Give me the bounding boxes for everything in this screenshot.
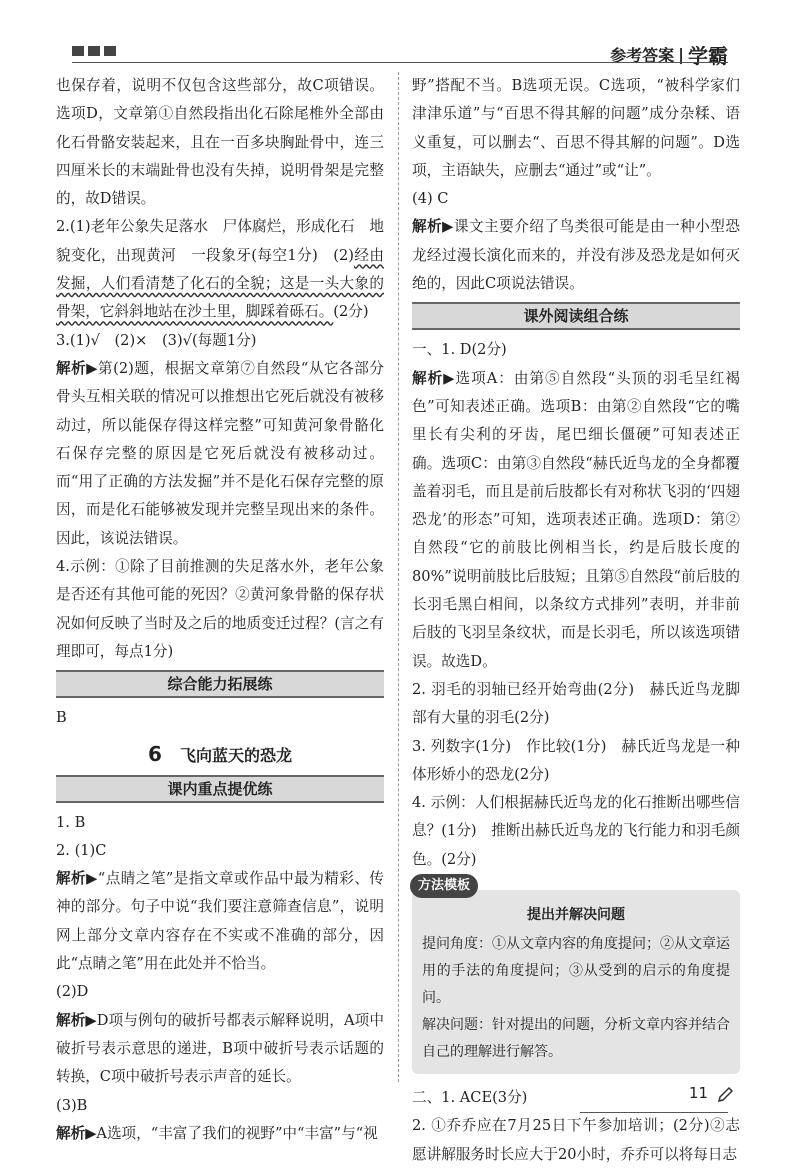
analysis-k2: 解析▶“点睛之笔”是指文章或作品中最为精彩、传神的部分。句子中说“我们要注意筛查信息”，说明网上部分文章内容存在不实或不准确的部分，因此“点睛之笔”用在此处并不恰当。	[56, 870, 384, 973]
analysis-label: 解析▶	[56, 1124, 97, 1142]
lesson-number: 6	[148, 741, 162, 766]
analysis-label: 解析▶	[412, 218, 454, 236]
page-header	[0, 0, 800, 70]
answer-s3: 3. 列数字(1分) 作比较(1分) 赫氏近鸟龙是一种体形娇小的恐龙(2分)	[412, 737, 740, 783]
answer-paragraph: 也保存着，说明不仅包含这些部分，故C项错误。选项D，文章第①自然段指出化石除尾椎外全部由化石骨骼安装起来，且在一百多块胸趾骨中，连三四厘米长的末端趾骨也没有失掉，说明骨架是完整的，故D错误。	[56, 77, 384, 208]
answer-q2: 2.(1)老年公象失足落水 尸体腐烂，形成化石 地貌变化，出现黄河 一段象牙(每空1分) (2)经由发掘，人们看清楚了化石的全貌；这是一头大象的骨架，它斜斜地站在沙土里，脚踩着砾石。(2分)	[56, 218, 384, 321]
header-rule	[72, 62, 728, 63]
header-squares-icon	[72, 46, 116, 56]
answer-q3: 3.(1)√ (2)× (3)√(每题1分)	[56, 331, 257, 349]
method-ask: 提问角度：①从文章内容的角度提问；②从文章运用的手法的角度提问；③从受到的启示的角度提问。	[422, 936, 730, 1007]
wavy-underlined-text: 经由发掘，人们看清楚了化石的全貌；这是一头大象的骨架，它斜斜地站在沙土里，脚踩着砾石。	[56, 246, 384, 321]
answer-k2c: (3)B	[56, 1096, 88, 1114]
header-section-title: 参考答案	[610, 46, 675, 65]
header-separator: |	[678, 45, 684, 64]
answer-k2: 2. (1)C	[56, 841, 107, 859]
analysis-label: 解析▶	[56, 870, 98, 888]
section-band-classroom: 课内重点提优练	[56, 775, 384, 803]
answer-k2b: (2)D	[56, 983, 89, 1001]
analysis-s1: 解析▶选项A：由第⑤自然段“头顶的羽毛呈红褐色”可知表述正确。选项B：由第②自然段“它的嘴里长有尖利的牙齿，尾巴细长僵硬”可知表述正确。选项C：由第③自然段“赫氏近鸟龙的全身都覆盖着羽毛，而且是前后肢都长有对称状飞羽的‘四翅恐龙’的形态”可知，选项表述正确。选项D：第②自然段“它的前肢比例相当长，约是后肢长度的80%”说明前肢比后肢短；且第⑤自然段“前后肢的长羽毛黑白相间，以条纹方式排列”表明，并非前后肢的飞羽呈条纹状，而是长羽毛，所以该选项错误。故选D。	[412, 369, 740, 670]
analysis-q4c: 解析▶课文主要介绍了鸟类很可能是由一种小型恐龙经过漫长演化而来的，并没有涉及恐龙是如何灭绝的，因此C项说法错误。	[412, 218, 740, 293]
left-column	[56, 72, 384, 1148]
page-footer	[0, 1080, 800, 1130]
answer-s1: 一、1. D(2分)	[412, 341, 507, 359]
answer-k1: 1. B	[56, 813, 86, 831]
analysis-label: 解析▶	[56, 359, 99, 377]
answer-t1: 二、1. ACE(3分)	[412, 1089, 528, 1107]
answer-s2: 2. 羽毛的羽轴已经开始弯曲(2分) 赫氏近鸟龙脚部有大量的羽毛(2分)	[412, 680, 740, 727]
header-title	[610, 40, 728, 69]
lesson-title	[56, 739, 384, 769]
analysis-continued: 野”搭配不当。B选项无误。C选项，“被科学家们津津乐道”与“百思不得其解的问题”成分杂糅、语义重复，可以删去“、百思不得其解的问题”。D选项，主语缺失，应删去“通过”或“让”。	[412, 77, 740, 179]
answer-t2: 2. ①乔乔应在7月25日下午参加培训；(2分)②志愿讲解服务时长应大于20小时，乔乔可以将每日志	[412, 1117, 740, 1163]
answer-b: B	[56, 709, 67, 727]
analysis-k2b: 解析▶D项与例句的破折号都表示解释说明，A项中破折号表示意思的递进，B项中破折号表示话题的转换，C项中破折号表示声音的延长。	[56, 1011, 384, 1086]
analysis-k2c: 解析▶A选项，“丰富了我们的视野”中“丰富”与“视	[56, 1124, 378, 1142]
lesson-name: 飞向蓝天的恐龙	[179, 745, 292, 765]
footer-rule	[580, 1112, 728, 1113]
right-column	[412, 72, 740, 1169]
section-band-extracurricular: 课外阅读组合练	[412, 302, 740, 330]
answer-q4: 4.示例：①除了目前推测的失足落水外，老年公象是否还有其他可能的死因？②黄河象骨骼的保存状况如何反映了当时及之后的地质变迁过程？(言之有理即可，每点1分)	[56, 558, 384, 660]
analysis-label: 解析▶	[56, 1011, 97, 1029]
method-solve: 解决问题：针对提出的问题，分析文章内容并结合自己的理解进行解答。	[422, 1017, 730, 1061]
analysis-q3: 解析▶第(2)题，根据文章第⑦自然段“从它各部分骨头互相关联的情况可以推想出它死后就没有被移动过，所以能保存得这样完整”可知黄河象骨骼化石保存完整的原因是它死后就没有被移动过。而“用了正确的方法发掘”并不是化石保存完整的原因，而是化石能够被发现并完整呈现出来的条件。因此，该说法错误。	[56, 359, 384, 547]
section-band-comprehensive: 综合能力拓展练	[56, 670, 384, 698]
header-brand: 学霸	[688, 44, 728, 68]
method-template-box	[412, 878, 740, 1074]
analysis-label: 解析▶	[412, 369, 456, 387]
answer-s4: 4. 示例：人们根据赫氏近鸟龙的化石推断出哪些信息？(1分) 推断出赫氏近鸟龙的飞行能力和羽毛颜色。(2分)	[412, 794, 740, 868]
page-number: 11	[688, 1084, 708, 1102]
method-title: 提出并解决问题	[527, 907, 625, 924]
method-tag: 方法模板	[410, 874, 478, 898]
column-divider	[398, 72, 399, 1082]
pencil-icon	[716, 1086, 734, 1104]
answer-q4c: (4) C	[412, 190, 449, 208]
